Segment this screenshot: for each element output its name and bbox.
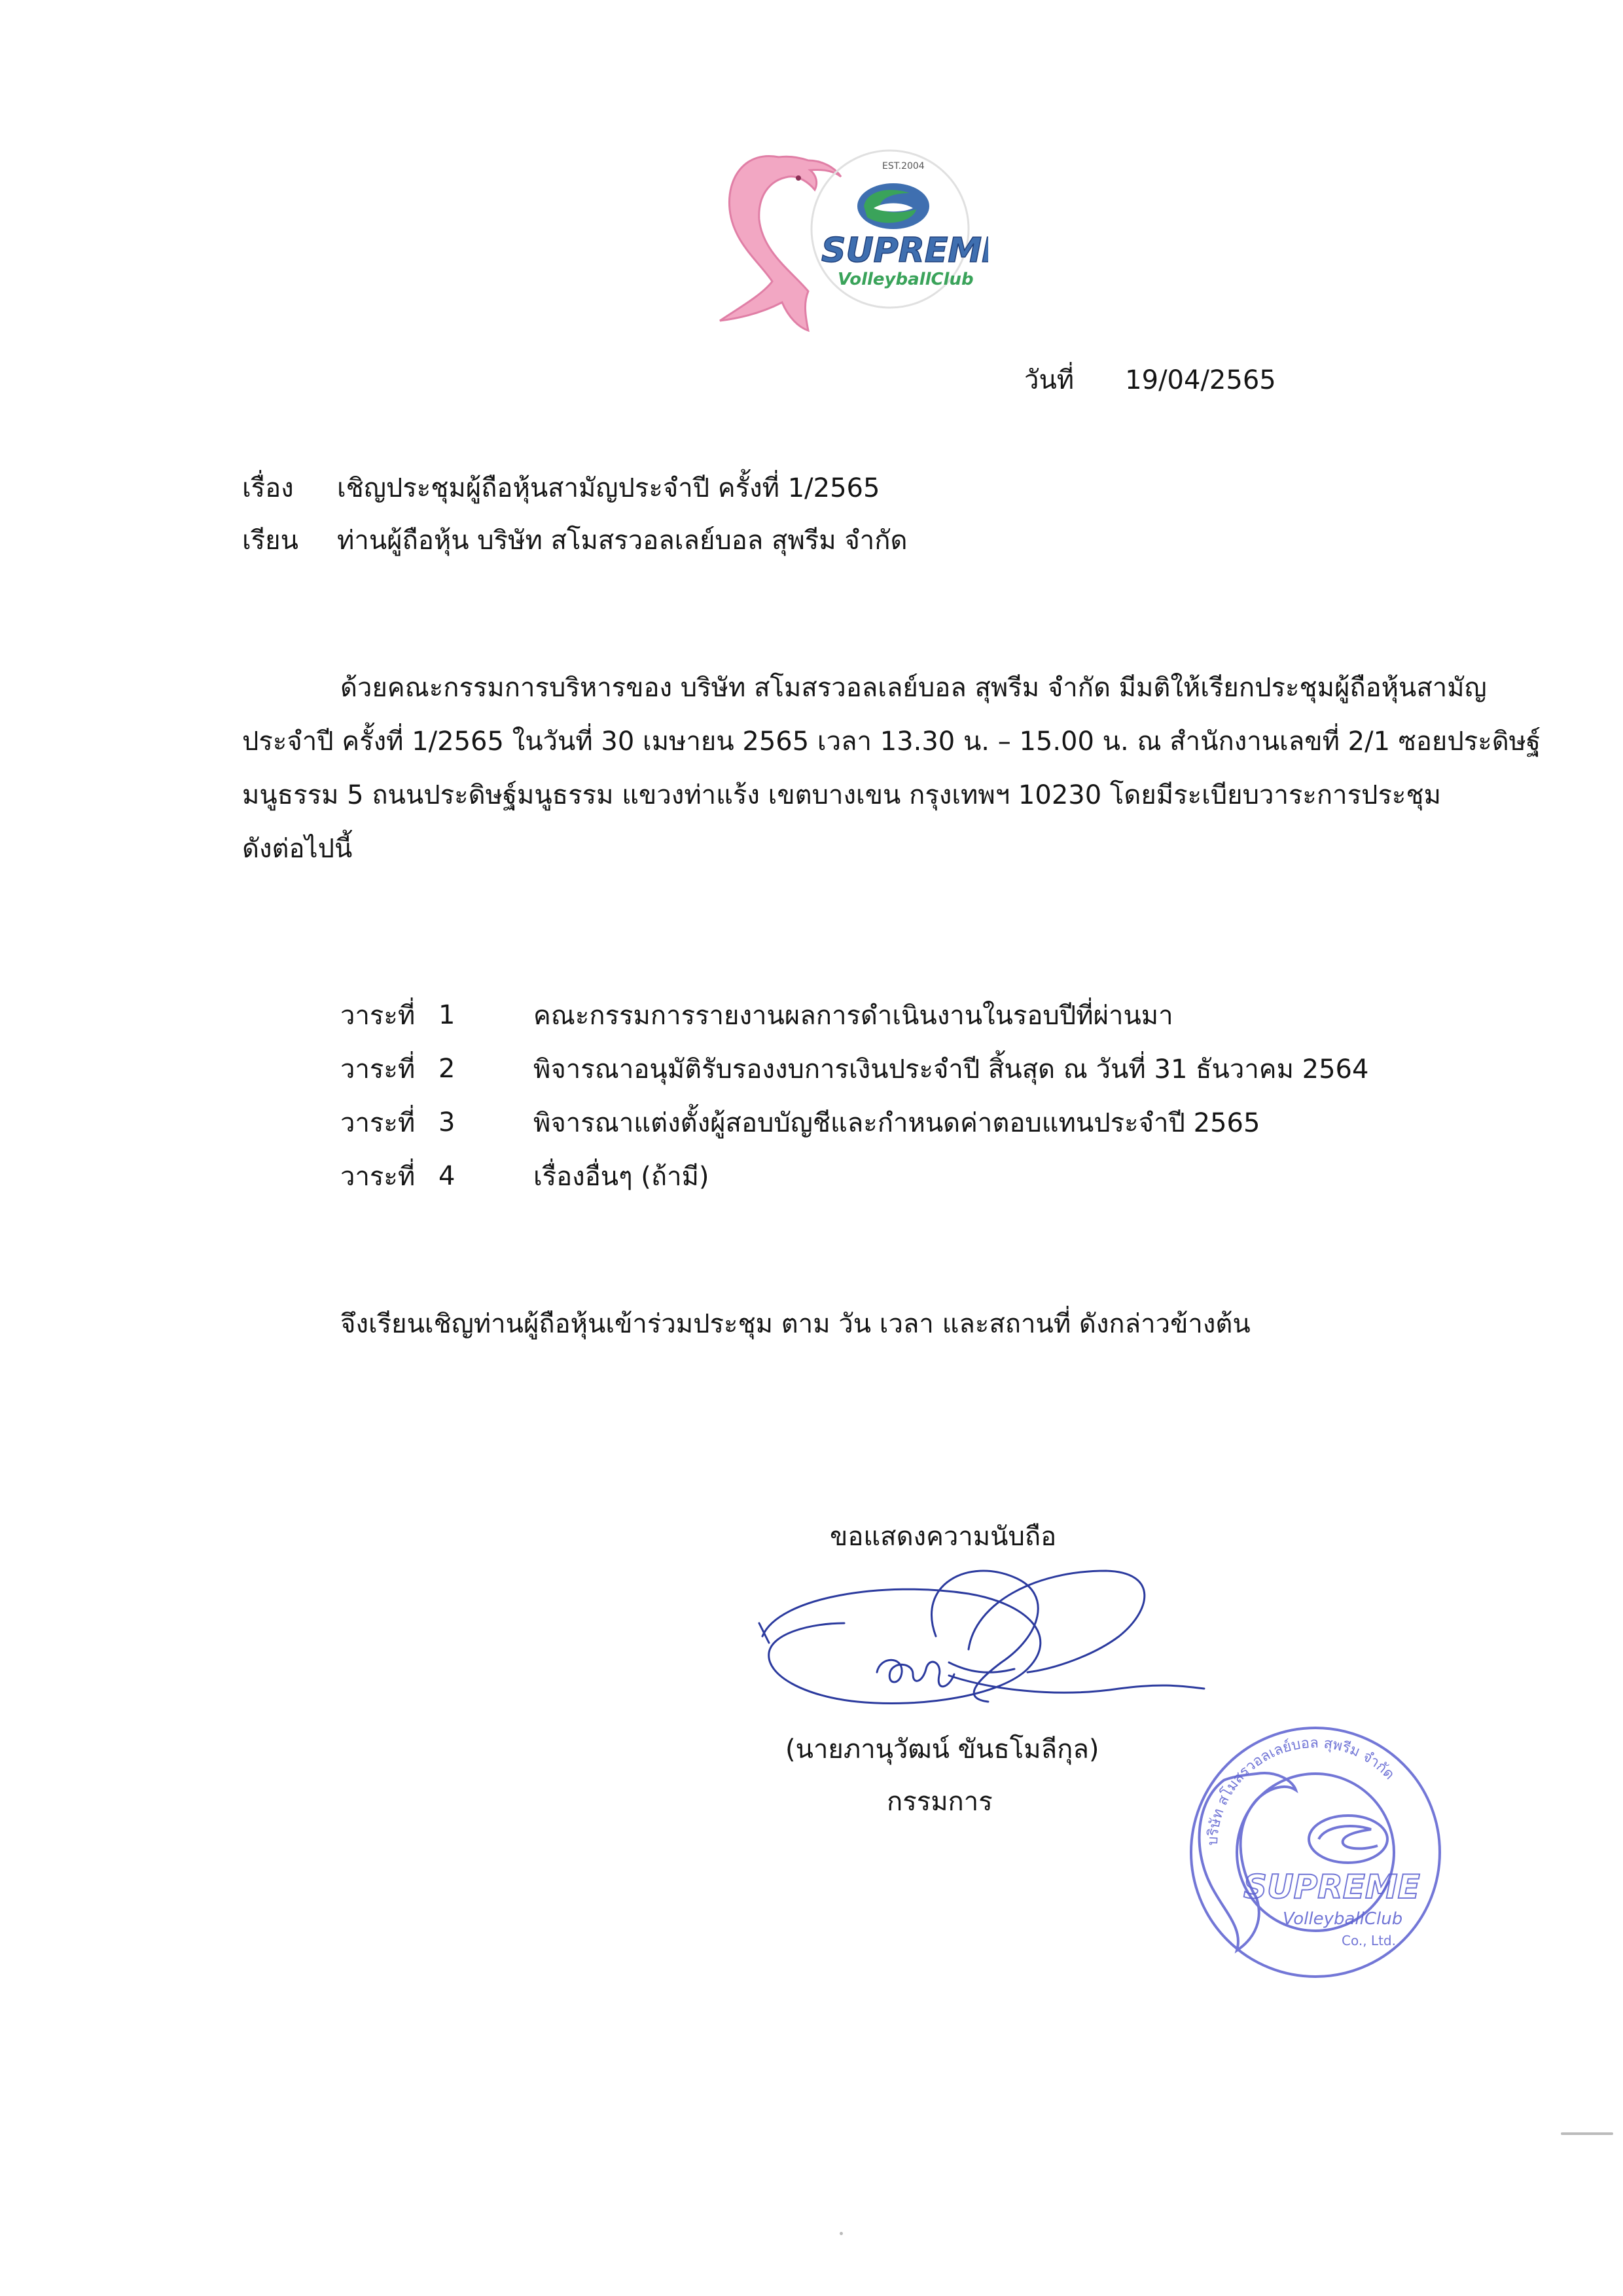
agenda-label: วาระที่ bbox=[340, 1162, 416, 1192]
agenda-label: วาระที่ bbox=[340, 1054, 416, 1085]
agenda-item bbox=[340, 1096, 1368, 1149]
recipient-row bbox=[242, 514, 907, 566]
agenda-item bbox=[340, 1042, 1368, 1096]
agenda-text: พิจารณาแต่งตั้งผู้สอบบัญชีและกำหนดค่าตอบแทนประจำปี 2565 bbox=[533, 1108, 1260, 1138]
date-value: 19/04/2565 bbox=[1125, 365, 1276, 395]
stamp-tagline-text: VolleyballClub bbox=[1283, 1909, 1403, 1929]
company-seal-icon bbox=[1171, 1702, 1459, 1990]
recipient-label: เรียน bbox=[242, 526, 298, 556]
agenda-number: 2 bbox=[438, 1054, 455, 1084]
handwritten-signature bbox=[753, 1558, 1211, 1734]
supreme-logo bbox=[700, 131, 988, 334]
body-line: ดังต่อไปนี้ bbox=[242, 834, 353, 864]
agenda-label: วาระที่ bbox=[340, 1001, 416, 1031]
closing-sentence: จึงเรียนเชิญท่านผู้ถือหุ้นเข้าร่วมประชุม ตาม วัน เวลา และสถานที่ ดังกล่าวข้างต้น bbox=[340, 1309, 1251, 1339]
stamp-arc-text: บริษัท สโมสรวอลเลย์บอล สุพรีม จำกัด bbox=[1204, 1734, 1398, 1846]
stamp-brand-text: SUPREME bbox=[1243, 1868, 1420, 1906]
logo-brand-text: SUPREME bbox=[821, 231, 988, 270]
body-paragraph bbox=[242, 661, 1541, 876]
agenda-item bbox=[340, 1149, 1368, 1203]
company-stamp bbox=[1171, 1702, 1459, 1990]
agenda-number: 1 bbox=[438, 1000, 455, 1030]
subject-label: เรื่อง bbox=[242, 473, 294, 503]
logo-est-text: EST.2004 bbox=[882, 161, 925, 171]
dolphin-logo-icon bbox=[700, 131, 988, 334]
subject-row bbox=[242, 461, 907, 514]
agenda-text: พิจารณาอนุมัติรับรองงบการเงินประจำปี สิ้นสุด ณ วันที่ 31 ธันวาคม 2564 bbox=[533, 1054, 1369, 1085]
agenda-list bbox=[340, 988, 1368, 1203]
body-line: ด้วยคณะกรรมการบริหารของ บริษัท สโมสรวอลเลย์บอล สุพรีม จำกัด มีมติให้เรียกประชุมผู้ถือหุ้นสามัญ bbox=[340, 673, 1487, 703]
scan-artifact bbox=[840, 2232, 843, 2235]
agenda-number: 4 bbox=[438, 1161, 455, 1191]
signer-name: (นายภานุวัฒน์ ขันธโมลีกุล) bbox=[785, 1734, 1099, 1765]
signature-icon bbox=[753, 1558, 1211, 1734]
regards-text: ขอแสดงความนับถือ bbox=[830, 1522, 1057, 1552]
agenda-text: เรื่องอื่นๆ (ถ้ามี) bbox=[533, 1162, 709, 1192]
body-line: ประจำปี ครั้งที่ 1/2565 ในวันที่ 30 เมษายน 2565 เวลา 13.30 น. – 15.00 น. ณ สำนักงานเลขที่ 2/1 ซอยประดิษฐ์ bbox=[242, 726, 1541, 757]
letter-header bbox=[242, 461, 907, 566]
subject-text: เชิญประชุมผู้ถือหุ้นสามัญประจำปี ครั้งที่ 1/2565 bbox=[337, 473, 880, 503]
agenda-item bbox=[340, 988, 1368, 1042]
scan-artifact bbox=[1561, 2132, 1613, 2135]
logo-tagline-text: VolleyballClub bbox=[838, 270, 974, 289]
agenda-number: 3 bbox=[438, 1107, 455, 1138]
date-row bbox=[1024, 359, 1276, 401]
stamp-suffix-text: Co., Ltd. bbox=[1342, 1933, 1396, 1948]
agenda-text: คณะกรรมการรายงานผลการดำเนินงานในรอบปีที่ผ่านมา bbox=[533, 1001, 1173, 1031]
date-label: วันที่ bbox=[1024, 365, 1075, 395]
agenda-label: วาระที่ bbox=[340, 1108, 416, 1138]
body-line: มนูธรรม 5 ถนนประดิษฐ์มนูธรรม แขวงท่าแร้ง เขตบางเขน กรุงเทพฯ 10230 โดยมีระเบียบวาระการประชุม bbox=[242, 780, 1441, 810]
signer-position: กรรมการ bbox=[887, 1787, 993, 1817]
recipient-text: ท่านผู้ถือหุ้น บริษัท สโมสรวอลเลย์บอล สุพรีม จำกัด bbox=[337, 526, 908, 556]
